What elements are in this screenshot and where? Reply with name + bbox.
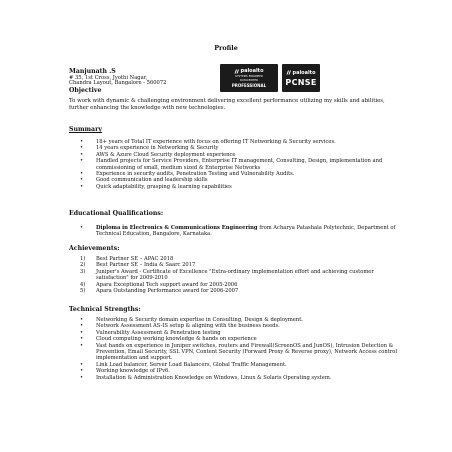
technical-heading: Technical Strengths:	[69, 306, 141, 313]
address-line-2: Chandra Layout, Bangalore - 560072	[69, 80, 167, 86]
paloalto-pcnse-badge: paloalto PCNSE	[282, 64, 320, 92]
list-item: 4) Apara Exceptional Tech support award for 2005-2006	[80, 281, 238, 288]
list-item: 1) Best Partner SE – APAC 2018	[80, 256, 174, 262]
list-item: • Vast hands on experience in Juniper switches, routers and Firewall(ScreenOS and JunOS), Intrusion Detection & Prevention, Email Security, SSL VPN, Content Security (Forward Proxy & Reverse proxy), Network Access control implementation and support.	[80, 343, 410, 362]
candidate-name: Manjunath .S	[69, 68, 116, 75]
list-item: • Working knowledge of IPv6.	[80, 368, 410, 374]
technical-list	[80, 317, 410, 381]
list-item: • 18+ years of Total IT experience with focus on offering IT Networking & Security services.	[80, 139, 410, 145]
paloalto-logo: paloalto	[234, 68, 263, 74]
address-line-1: # 35, 1st Cross, Jyothi Nagar,	[69, 75, 148, 81]
achievements-heading: Achievements:	[69, 245, 120, 252]
list-item: • Cloud computing working knowledge & hands on experience	[80, 336, 410, 342]
summary-heading: Summary	[69, 126, 102, 133]
list-item: • Installation & Administration Knowledge on Windows, Linux & Solaris Operating system.	[80, 375, 410, 381]
education-list	[80, 225, 410, 238]
list-item: • Handled projects for Service Providers, Enterprise IT management, Consulting, Design, implementation and commissioning of small, medium sized & Enterprise Networks	[80, 158, 410, 171]
education-heading: Educational Qualifications:	[69, 210, 164, 217]
objective-text: To work with dynamic & challenging environment delivering excellent performance utilizing my skills and abilities, further enhancing the knowledge with new technologies.	[69, 98, 385, 111]
paloalto-mark-icon	[286, 70, 291, 75]
list-item: 2) Best Partner SE – India & Saarc 2017	[80, 262, 196, 269]
list-item: • Good communication and leadership skills	[80, 177, 410, 183]
list-item: 5) Apara Outstanding Performance award for 2006-2007	[80, 288, 239, 295]
objective-heading: Objective	[69, 87, 102, 94]
list-item: • Quick adaptability, grasping & learning capabilities	[80, 184, 410, 190]
list-item: 3) Juniper's Award - Certificate of Excellence "Extra-ordinary implementation effort and achieving customer satisfaction" for 2009-2010	[80, 268, 374, 282]
summary-list	[80, 139, 410, 190]
list-item: • Link Load balancer, Server Load Balancers, Global Traffic Management.	[80, 362, 410, 368]
paloalto-pse-badge: paloalto SYSTEMS ENGINEER DATACENTER PROFESSIONAL	[220, 64, 278, 92]
list-item: • Network Assessment AS-IS setup & aligning with the business needs.	[80, 323, 410, 329]
list-item: • 14 years experience in Networking & Security	[80, 145, 410, 151]
achievements-list	[80, 256, 400, 294]
institution: from Acharya Patashala Polytechnic, Department of Technical Education, Bangalore, Karnataka.	[96, 225, 396, 238]
page-title: Profile	[214, 44, 238, 52]
list-item: • AWS & Azure Cloud Security deployment experience	[80, 152, 410, 158]
paloalto-mark-icon	[234, 69, 239, 74]
list-item: • Experience in security audits, Penetration Testing and Vulnerability Audits.	[80, 171, 410, 177]
list-item	[80, 225, 410, 238]
list-item: • Networking & Security domain expertise in Consulting, Design & deployment.	[80, 317, 410, 323]
paloalto-logo: paloalto	[286, 70, 315, 76]
degree: Diploma in Electronics & Communications Engineering	[96, 225, 258, 231]
list-item: • Vulnerability Assessment & Penetration testing	[80, 330, 410, 336]
